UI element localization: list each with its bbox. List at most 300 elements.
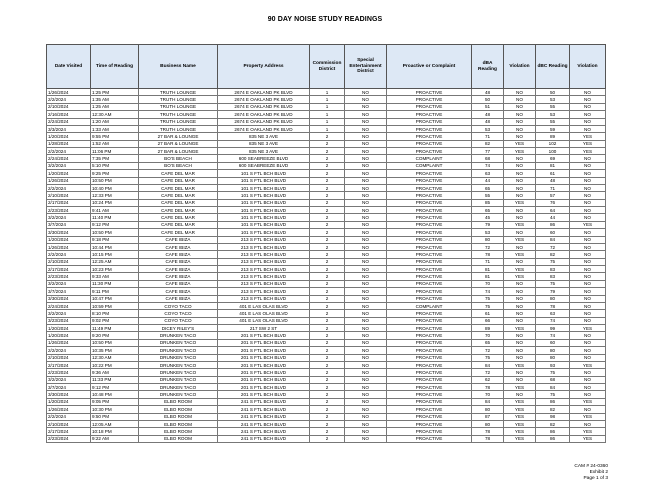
dbc-cell: 59	[536, 125, 570, 132]
sed-cell: NO	[345, 347, 387, 354]
date-cell: 2/23/2024	[47, 273, 91, 280]
type-cell: PROACTIVE	[387, 325, 472, 332]
type-cell: PROACTIVE	[387, 435, 472, 442]
address-cell: 101 S FTL BCH BLVD	[218, 207, 310, 214]
dbc-violation-cell: NO	[570, 177, 606, 184]
dbc-cell: 82	[536, 251, 570, 258]
dba-violation-cell: NO	[504, 339, 536, 346]
district-cell: 2	[310, 155, 345, 162]
district-cell: 2	[310, 384, 345, 391]
business-cell: 27 BAR & LOUNGE	[139, 140, 218, 147]
type-cell: PROACTIVE	[387, 347, 472, 354]
date-cell: 2/23/2024	[47, 369, 91, 376]
dba-cell: 66	[472, 317, 504, 324]
time-cell: 9:02 PM	[91, 317, 139, 324]
dba-violation-cell: NO	[504, 170, 536, 177]
date-cell: 2/17/2024	[47, 361, 91, 368]
table-row	[47, 251, 606, 258]
table-row	[47, 192, 606, 199]
dbc-violation-cell: NO	[570, 162, 606, 169]
address-cell: 2674 E OAKLAND PK BLVD	[218, 118, 310, 125]
date-cell: 2/2/2024	[47, 251, 91, 258]
date-cell: 1/20/2024	[47, 170, 91, 177]
business-cell: DRUNKEN TACO	[139, 361, 218, 368]
address-cell: 401 E LAS OLAS BLVD	[218, 302, 310, 309]
business-cell: COYO TACO	[139, 310, 218, 317]
type-cell: PROACTIVE	[387, 391, 472, 398]
dbc-cell: 57	[536, 192, 570, 199]
dbc-cell: 78	[536, 302, 570, 309]
business-cell: DRUNKEN TACO	[139, 384, 218, 391]
date-cell: 2/10/2024	[47, 192, 91, 199]
dbc-cell: 68	[536, 376, 570, 383]
type-cell: PROACTIVE	[387, 111, 472, 118]
date-cell: 1/20/2024	[47, 236, 91, 243]
district-cell: 2	[310, 398, 345, 405]
type-cell: COMPLAINT	[387, 162, 472, 169]
table-row	[47, 243, 606, 250]
col-commission-district: Commission District	[310, 45, 345, 89]
dbc-violation-cell: NO	[570, 155, 606, 162]
type-cell: PROACTIVE	[387, 406, 472, 413]
table-row	[47, 207, 606, 214]
sed-cell: NO	[345, 280, 387, 287]
address-cell: 201 S FTL BCH BLVD	[218, 347, 310, 354]
dbc-violation-cell: YES	[570, 140, 606, 147]
address-cell: 201 S FTL BCH BLVD	[218, 339, 310, 346]
date-cell: 2/2/2024	[47, 184, 91, 191]
dbc-cell: 69	[536, 155, 570, 162]
district-cell: 1	[310, 111, 345, 118]
table-row	[47, 229, 606, 236]
address-cell: 2674 E OAKLAND PK BLVD	[218, 103, 310, 110]
district-cell: 2	[310, 420, 345, 427]
district-cell: 2	[310, 354, 345, 361]
district-cell: 2	[310, 258, 345, 265]
table-row	[47, 347, 606, 354]
business-cell: CAFE DEL MAR	[139, 192, 218, 199]
date-cell: 3/2/2024	[47, 376, 91, 383]
date-cell: 2/10/2024	[47, 420, 91, 427]
dba-cell: 53	[472, 125, 504, 132]
type-cell: PROACTIVE	[387, 280, 472, 287]
type-cell: PROACTIVE	[387, 339, 472, 346]
dbc-cell: 86	[536, 428, 570, 435]
dbc-cell: 48	[536, 177, 570, 184]
address-cell: 201 S FTL BCH BLVD	[218, 369, 310, 376]
business-cell: CAFE DEL MAR	[139, 229, 218, 236]
district-cell: 2	[310, 177, 345, 184]
type-cell: PROACTIVE	[387, 177, 472, 184]
date-cell: 1/20/2024	[47, 325, 91, 332]
sed-cell: NO	[345, 251, 387, 258]
type-cell: PROACTIVE	[387, 133, 472, 140]
address-cell: 201 S FTL BCH BLVD	[218, 391, 310, 398]
date-cell: 3/2/2024	[47, 280, 91, 287]
address-cell: 217 SW 2 ST	[218, 325, 310, 332]
dbc-cell: 53	[536, 111, 570, 118]
dba-cell: 65	[472, 207, 504, 214]
dbc-cell: 75	[536, 258, 570, 265]
document-footer	[574, 464, 608, 483]
time-cell: 9:22 AM	[91, 435, 139, 442]
business-cell: CAFE DEL MAR	[139, 221, 218, 228]
dba-cell: 48	[472, 89, 504, 96]
dba-cell: 89	[472, 325, 504, 332]
sed-cell: NO	[345, 111, 387, 118]
date-cell: 3/30/2024	[47, 229, 91, 236]
dba-violation-cell: YES	[504, 273, 536, 280]
time-cell: 10:30 PM	[91, 406, 139, 413]
dba-violation-cell: YES	[504, 251, 536, 258]
table-row	[47, 184, 606, 191]
dba-violation-cell: YES	[504, 406, 536, 413]
type-cell: PROACTIVE	[387, 384, 472, 391]
table-row	[47, 258, 606, 265]
table-row	[47, 155, 606, 162]
table-row	[47, 280, 606, 287]
address-cell: 401 E LAS OLAS BLVD	[218, 310, 310, 317]
address-cell: 835 NE 3 AVE	[218, 133, 310, 140]
dbc-violation-cell: NO	[570, 229, 606, 236]
date-cell: 3/2/2024	[47, 162, 91, 169]
district-cell: 2	[310, 148, 345, 155]
dbc-cell: 86	[536, 398, 570, 405]
business-cell: COYO TACO	[139, 317, 218, 324]
table-row	[47, 111, 606, 118]
sed-cell: NO	[345, 170, 387, 177]
dba-violation-cell: YES	[504, 420, 536, 427]
dbc-cell: 44	[536, 214, 570, 221]
address-cell: 101 S FTL BCH BLVD	[218, 177, 310, 184]
dbc-violation-cell: YES	[570, 361, 606, 368]
type-cell: PROACTIVE	[387, 148, 472, 155]
dba-cell: 48	[472, 118, 504, 125]
district-cell: 2	[310, 207, 345, 214]
noise-readings-table	[46, 44, 606, 443]
district-cell: 2	[310, 251, 345, 258]
dba-violation-cell: YES	[504, 236, 536, 243]
time-cell: 5:10 PM	[91, 162, 139, 169]
time-cell: 10:50 PM	[91, 229, 139, 236]
dba-cell: 70	[472, 332, 504, 339]
time-cell: 1:25 PM	[91, 89, 139, 96]
address-cell: 101 S FTL BCH BLVD	[218, 170, 310, 177]
time-cell: 1:25 AM	[91, 103, 139, 110]
address-cell: 101 S FTL BCH BLVD	[218, 214, 310, 221]
district-cell: 2	[310, 229, 345, 236]
dba-violation-cell: NO	[504, 229, 536, 236]
dbc-cell: 76	[536, 199, 570, 206]
dbc-violation-cell: NO	[570, 420, 606, 427]
dbc-violation-cell: NO	[570, 273, 606, 280]
address-cell: 2674 E OAKLAND PK BLVD	[218, 111, 310, 118]
district-cell: 2	[310, 221, 345, 228]
address-cell: 201 S FTL BCH BLVD	[218, 376, 310, 383]
address-cell: 213 S FTL BCH BLVD	[218, 280, 310, 287]
dbc-cell: 86	[536, 435, 570, 442]
business-cell: CAFE DEL MAR	[139, 170, 218, 177]
dba-violation-cell: YES	[504, 428, 536, 435]
dbc-cell: 83	[536, 273, 570, 280]
district-cell: 1	[310, 89, 345, 96]
sed-cell: NO	[345, 243, 387, 250]
address-cell: 835 NE 3 AVE	[218, 148, 310, 155]
date-cell: 2/10/2024	[47, 354, 91, 361]
time-cell: 10:47 PM	[91, 295, 139, 302]
type-cell: PROACTIVE	[387, 214, 472, 221]
district-cell: 2	[310, 295, 345, 302]
date-cell: 2/23/2024	[47, 207, 91, 214]
dbc-cell: 93	[536, 361, 570, 368]
dba-violation-cell: NO	[504, 96, 536, 103]
dbc-cell: 86	[536, 221, 570, 228]
dbc-violation-cell: NO	[570, 391, 606, 398]
dba-cell: 82	[472, 140, 504, 147]
district-cell: 2	[310, 288, 345, 295]
type-cell: PROACTIVE	[387, 229, 472, 236]
type-cell: PROACTIVE	[387, 420, 472, 427]
address-cell: 213 S FTL BCH BLVD	[218, 258, 310, 265]
col-dbc-reading: dBC Reading	[536, 45, 570, 89]
dbc-cell: 102	[536, 140, 570, 147]
dba-violation-cell: NO	[504, 310, 536, 317]
sed-cell: NO	[345, 339, 387, 346]
dba-violation-cell: NO	[504, 192, 536, 199]
dba-violation-cell: YES	[504, 199, 536, 206]
dba-violation-cell: YES	[504, 398, 536, 405]
business-cell: BO'S BEACH	[139, 162, 218, 169]
table-row	[47, 89, 606, 96]
table-row	[47, 339, 606, 346]
date-cell: 1/26/2024	[47, 243, 91, 250]
date-cell: 1/20/2024	[47, 133, 91, 140]
dba-cell: 75	[472, 354, 504, 361]
sed-cell: NO	[345, 155, 387, 162]
dbc-cell: 53	[536, 96, 570, 103]
district-cell: 2	[310, 406, 345, 413]
date-cell: 1/26/2024	[47, 177, 91, 184]
time-cell: 10:23 PM	[91, 266, 139, 273]
date-cell: 3/30/2024	[47, 391, 91, 398]
dba-violation-cell: NO	[504, 347, 536, 354]
dbc-violation-cell: NO	[570, 111, 606, 118]
district-cell: 1	[310, 125, 345, 132]
business-cell: 27 BAR & LOUNGE	[139, 148, 218, 155]
dbc-cell: 75	[536, 369, 570, 376]
dbc-cell: 80	[536, 354, 570, 361]
dba-violation-cell: YES	[504, 221, 536, 228]
address-cell: 600 SEABREEZE BLVD	[218, 162, 310, 169]
sed-cell: NO	[345, 391, 387, 398]
table-row	[47, 140, 606, 147]
sed-cell: NO	[345, 428, 387, 435]
district-cell: 2	[310, 280, 345, 287]
table-row	[47, 125, 606, 132]
time-cell: 12:33 PM	[91, 192, 139, 199]
dbc-violation-cell: NO	[570, 384, 606, 391]
time-cell: 10:15 PM	[91, 251, 139, 258]
dba-cell: 45	[472, 214, 504, 221]
business-cell: CAFE DEL MAR	[139, 207, 218, 214]
dba-violation-cell: NO	[504, 317, 536, 324]
sed-cell: NO	[345, 354, 387, 361]
sed-cell: NO	[345, 214, 387, 221]
sed-cell: NO	[345, 177, 387, 184]
table-row	[47, 302, 606, 309]
dba-cell: 62	[472, 376, 504, 383]
address-cell: 2674 E OAKLAND PK BLVD	[218, 125, 310, 132]
table-header-row	[47, 45, 606, 89]
table-row	[47, 96, 606, 103]
table-row	[47, 332, 606, 339]
time-cell: 9:05 PM	[91, 398, 139, 405]
sed-cell: NO	[345, 118, 387, 125]
address-cell: 241 S FTL BCH BLVD	[218, 406, 310, 413]
dba-violation-cell: NO	[504, 103, 536, 110]
time-cell: 9:50 PM	[91, 413, 139, 420]
type-cell: PROACTIVE	[387, 140, 472, 147]
district-cell: 2	[310, 302, 345, 309]
time-cell: 10:50 PM	[91, 339, 139, 346]
dbc-violation-cell: YES	[570, 413, 606, 420]
sed-cell: NO	[345, 148, 387, 155]
date-cell: 3/2/2024	[47, 310, 91, 317]
date-cell: 2/17/2024	[47, 199, 91, 206]
dbc-cell: 84	[536, 384, 570, 391]
district-cell: 1	[310, 118, 345, 125]
dbc-violation-cell: NO	[570, 280, 606, 287]
business-cell: CAFE DEL MAR	[139, 214, 218, 221]
address-cell: 600 SEABREEZE BLVD	[218, 155, 310, 162]
business-cell: CAFE IBIZA	[139, 266, 218, 273]
sed-cell: NO	[345, 420, 387, 427]
dba-cell: 70	[472, 280, 504, 287]
dbc-violation-cell: NO	[570, 251, 606, 258]
dbc-violation-cell: NO	[570, 339, 606, 346]
sed-cell: NO	[345, 266, 387, 273]
dbc-cell: 55	[536, 103, 570, 110]
date-cell: 2/24/2024	[47, 302, 91, 309]
dba-cell: 79	[472, 221, 504, 228]
district-cell: 2	[310, 170, 345, 177]
type-cell: PROACTIVE	[387, 118, 472, 125]
dba-violation-cell: NO	[504, 184, 536, 191]
business-cell: 27 BAR & LOUNGE	[139, 133, 218, 140]
district-cell: 2	[310, 339, 345, 346]
dbc-violation-cell: NO	[570, 236, 606, 243]
address-cell: 201 S FTL BCH BLVD	[218, 332, 310, 339]
address-cell: 201 S FTL BCH BLVD	[218, 384, 310, 391]
exhibit-label: Exhibit 2	[589, 470, 608, 476]
date-cell: 2/2/2024	[47, 96, 91, 103]
dbc-cell: 72	[536, 243, 570, 250]
dba-cell: 78	[472, 428, 504, 435]
date-cell: 3/7/2024	[47, 221, 91, 228]
sed-cell: NO	[345, 133, 387, 140]
address-cell: 213 S FTL BCH BLVD	[218, 273, 310, 280]
time-cell: 9:11 PM	[91, 288, 139, 295]
business-cell: DRUNKEN TACO	[139, 354, 218, 361]
business-cell: ELBO ROOM	[139, 435, 218, 442]
dbc-cell: 80	[536, 295, 570, 302]
sed-cell: NO	[345, 221, 387, 228]
dbc-cell: 60	[536, 229, 570, 236]
district-cell: 1	[310, 96, 345, 103]
business-cell: CAFE IBIZA	[139, 273, 218, 280]
sed-cell: NO	[345, 325, 387, 332]
time-cell: 11:40 PM	[91, 214, 139, 221]
table-row	[47, 295, 606, 302]
business-cell: ELBO ROOM	[139, 413, 218, 420]
table-body	[47, 89, 606, 443]
col-proactive-or-complaint: Proactive or Complaint	[387, 45, 472, 89]
dba-violation-cell: NO	[504, 207, 536, 214]
dbc-cell: 80	[536, 347, 570, 354]
dba-cell: 81	[472, 273, 504, 280]
date-cell: 1/26/2024	[47, 339, 91, 346]
dbc-cell: 75	[536, 391, 570, 398]
time-cell: 12:25 AM	[91, 258, 139, 265]
dbc-violation-cell: NO	[570, 125, 606, 132]
type-cell: PROACTIVE	[387, 89, 472, 96]
business-cell: CAFE DEL MAR	[139, 177, 218, 184]
dbc-violation-cell: NO	[570, 369, 606, 376]
date-cell: 2/2/2024	[47, 347, 91, 354]
sed-cell: NO	[345, 288, 387, 295]
business-cell: CAFE IBIZA	[139, 288, 218, 295]
time-cell: 9:12 PM	[91, 221, 139, 228]
dbc-cell: 50	[536, 89, 570, 96]
dba-cell: 78	[472, 435, 504, 442]
sed-cell: NO	[345, 96, 387, 103]
dbc-cell: 74	[536, 332, 570, 339]
col-business-name: Business Name	[139, 45, 218, 89]
address-cell: 101 S FTL BCH BLVD	[218, 184, 310, 191]
dbc-cell: 84	[536, 236, 570, 243]
business-cell: BO'S BEACH	[139, 155, 218, 162]
dba-cell: 72	[472, 347, 504, 354]
table-row	[47, 221, 606, 228]
time-cell: 1:33 AM	[91, 125, 139, 132]
dbc-violation-cell: YES	[570, 221, 606, 228]
date-cell: 2/10/2024	[47, 258, 91, 265]
sed-cell: NO	[345, 361, 387, 368]
business-cell: ELBO ROOM	[139, 428, 218, 435]
sed-cell: NO	[345, 258, 387, 265]
dba-cell: 81	[472, 266, 504, 273]
dba-violation-cell: NO	[504, 376, 536, 383]
district-cell: 2	[310, 413, 345, 420]
date-cell: 1/28/2024	[47, 140, 91, 147]
sed-cell: NO	[345, 273, 387, 280]
time-cell: 10:59 PM	[91, 302, 139, 309]
table-row	[47, 398, 606, 405]
dbc-cell: 55	[536, 118, 570, 125]
time-cell: 12:05 AM	[91, 420, 139, 427]
time-cell: 1:35 AM	[91, 96, 139, 103]
time-cell: 12:30 AM	[91, 111, 139, 118]
sed-cell: NO	[345, 369, 387, 376]
type-cell: PROACTIVE	[387, 288, 472, 295]
dbc-violation-cell: NO	[570, 347, 606, 354]
sed-cell: NO	[345, 184, 387, 191]
sed-cell: NO	[345, 103, 387, 110]
time-cell: 9:12 PM	[91, 384, 139, 391]
dba-cell: 78	[472, 384, 504, 391]
table-row	[47, 288, 606, 295]
sed-cell: NO	[345, 310, 387, 317]
